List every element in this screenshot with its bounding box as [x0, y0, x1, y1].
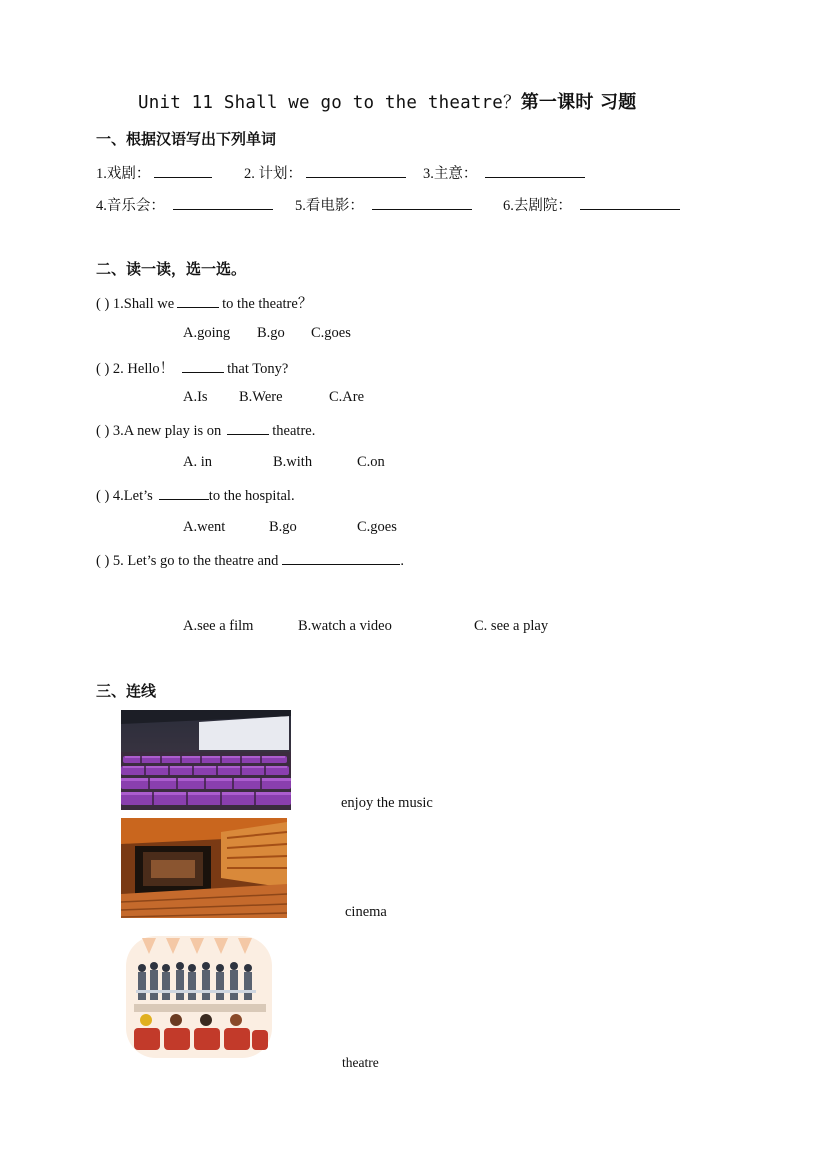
vocab-item-6 [503, 194, 680, 215]
cinema-hall-photo[interactable] [121, 710, 291, 810]
match-word-theatre[interactable]: theatre [342, 1055, 379, 1070]
option-c[interactable]: C. see a play [474, 618, 549, 634]
answer-blank[interactable] [580, 197, 680, 210]
option-a[interactable]: A.see a film [183, 618, 254, 634]
option-b[interactable]: B.with [273, 454, 313, 470]
answer-paren[interactable]: ( ) [96, 296, 110, 312]
answer-paren[interactable]: ( ) [96, 488, 110, 504]
vocab-item-2 [244, 162, 406, 183]
option-c[interactable]: C.goes [357, 519, 397, 535]
question-text-end: theatre. [272, 423, 316, 439]
option-c[interactable]: C.Are [329, 389, 365, 405]
answer-paren[interactable]: ( ) [96, 553, 110, 569]
question-5 [96, 552, 404, 570]
answer-paren[interactable]: ( ) [96, 423, 110, 439]
section3-heading: 三、连线 [96, 682, 157, 700]
concert-image [124, 932, 274, 1060]
section2-heading: 二、读一读，选一选。 [96, 260, 247, 278]
page-title [138, 88, 636, 114]
answer-blank[interactable] [372, 197, 472, 210]
title-unit: Unit 11 Shall we go to the theatre？ [138, 93, 521, 113]
option-b[interactable]: B.go [257, 325, 285, 341]
concert-illustration[interactable] [124, 932, 274, 1060]
question-blank [282, 552, 400, 565]
question-blank [182, 360, 224, 373]
theatre-hall-image [121, 818, 287, 918]
question-text: 3.A new play is on [112, 423, 222, 439]
vocab-label: 3.主意： [423, 166, 478, 182]
option-a[interactable]: A.went [183, 519, 226, 535]
question-3 [96, 422, 315, 440]
option-b[interactable]: B.go [269, 519, 297, 535]
question-text: 2. Hello！ [112, 361, 175, 377]
question-text-end: . [400, 553, 405, 569]
title-lesson: 第一课时 习题 [520, 92, 637, 113]
question-blank [177, 295, 219, 308]
answer-blank[interactable] [154, 165, 212, 178]
match-word-enjoy-music[interactable]: enjoy the music [341, 795, 433, 811]
question-text-end: to the theatre？ [222, 296, 313, 312]
vocab-label: 5.看电影： [295, 198, 364, 214]
question-blank [227, 422, 269, 435]
section1-heading: 一、根据汉语写出下列单词 [96, 130, 277, 148]
question-text-end: that Tony? [227, 361, 289, 377]
question-text: 5. Let’s go to the theatre and [112, 553, 279, 569]
vocab-label: 1.戏剧： [96, 166, 151, 182]
option-b[interactable]: B.Were [239, 389, 283, 405]
vocab-item-5 [295, 194, 472, 215]
option-c[interactable]: C.on [357, 454, 385, 470]
answer-paren[interactable]: ( ) [96, 361, 110, 377]
cinema-hall-image [121, 710, 291, 810]
vocab-item-1 [96, 162, 212, 183]
question-2 [96, 357, 288, 378]
answer-blank[interactable] [485, 165, 585, 178]
option-a[interactable]: A. in [183, 454, 212, 470]
theatre-hall-photo[interactable] [121, 818, 287, 918]
vocab-label: 6.去剧院： [503, 198, 572, 214]
option-a[interactable]: A.going [183, 325, 231, 341]
answer-blank[interactable] [173, 197, 273, 210]
question-text: 4.Let’s [112, 488, 153, 504]
question-text-end: to the hospital. [208, 488, 295, 504]
question-1 [96, 292, 312, 313]
option-a[interactable]: A.Is [183, 389, 208, 405]
question-blank [159, 487, 209, 500]
option-b[interactable]: B.watch a video [298, 618, 392, 634]
vocab-label: 2. 计划： [244, 166, 302, 182]
match-word-cinema[interactable]: cinema [345, 904, 387, 920]
answer-blank[interactable] [306, 165, 406, 178]
vocab-item-4 [96, 194, 273, 215]
question-text: 1.Shall we [112, 296, 175, 312]
question-4 [96, 487, 295, 505]
vocab-label: 4.音乐会： [96, 198, 165, 214]
option-c[interactable]: C.goes [311, 325, 351, 341]
vocab-item-3 [423, 162, 585, 183]
